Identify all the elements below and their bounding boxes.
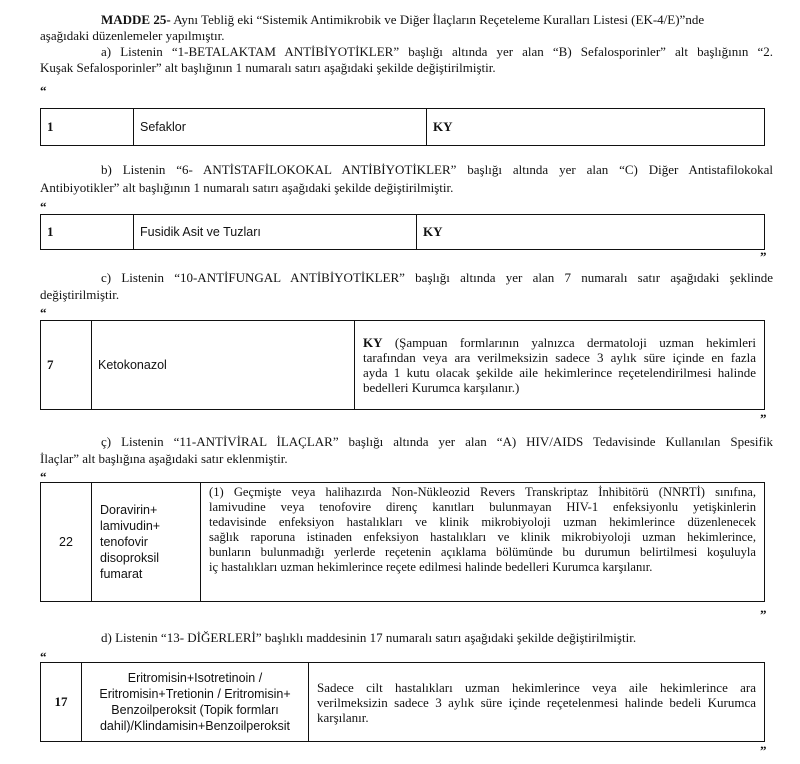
rule-line: Sadece cilt hastalıkları uzman hekimlerince veya aile hekimlerince ara <box>317 679 756 695</box>
close-quote: ” <box>760 607 767 622</box>
open-quote: “ <box>40 649 47 664</box>
rule-line: lamivudine veya tenofovire direnç kanıtları bulunmayan HIV-1 enfeksiyonlu yetişkinlerin <box>209 500 756 514</box>
row-number: 22 <box>41 483 92 602</box>
close-quote: ” <box>760 411 767 426</box>
table-c <box>40 320 765 410</box>
intro-line-1 <box>101 12 761 27</box>
para-b-line-1: b) Listenin “6- ANTİSTAFİLOKOKAL ANTİBİYOTİKLER” başlığı altında yer alan “C) Diğer Antistafilokokal <box>101 162 773 177</box>
para-d-line-1: ç) Listenin “11-ANTİVİRAL İLAÇLAR” başlığı altında yer alan “A) HIV/AIDS Tedavisinde Kullanılan Spesifik <box>101 434 773 449</box>
open-quote: “ <box>40 305 47 320</box>
drug-line: Doravirin+ <box>100 503 158 517</box>
rule-line: bunların bulunmadığı yerlerde reçetenin açıklama bölümünde bu durumun belirtilmesi koşuluyla <box>209 545 756 559</box>
para-a-line-2: Kuşak Sefalosporinler” alt başlığının 1 numaralı satırı aşağıdaki şekilde değiştirilmiştir. <box>40 60 496 75</box>
intro-line-2: aşağıdaki düzenlemeler yapılmıştır. <box>40 28 225 43</box>
rule-line: sağlık raporuna istinaden enfeksiyon hastalıkları ve klinik mikrobiyoloji uzman hekimlerince, <box>209 530 756 544</box>
table-e <box>40 662 765 742</box>
drug-name: Ketokonazol <box>92 321 355 410</box>
open-quote: “ <box>40 83 47 98</box>
rule-line: bedelleri Kurumca karşılanır.) <box>363 380 520 395</box>
drug-line: dahil)/Klindamisin+Benzoilperoksit <box>99 719 291 733</box>
table-row <box>41 109 765 146</box>
rule-line: verilmeksizin sadece 3 aylık süre içinde reçetelenmesi halinde bedeli Kurumca <box>317 694 756 710</box>
row-number: 7 <box>41 321 92 410</box>
row-number: 1 <box>41 109 134 146</box>
drug-name: Fusidik Asit ve Tuzları <box>134 215 417 250</box>
rule-text: (Şampuan formlarının yalnızca dermatoloji uzman hekimleri <box>382 335 756 350</box>
drug-name: Sefaklor <box>134 109 427 146</box>
table-row <box>41 215 765 250</box>
para-b-line-2: Antibiyotikler” alt başlığının 1 numaralı satırı aşağıdaki şekilde değiştirilmiştir. <box>40 180 454 195</box>
open-quote: “ <box>40 469 47 484</box>
rule-cell <box>355 321 765 410</box>
para-c-line-1: c) Listenin “10-ANTİFUNGAL ANTİBİYOTİKLER” başlığı altında yer alan 7 numaralı satır aşağıdaki şeklinde <box>101 270 773 285</box>
rule-cell <box>201 483 765 602</box>
drug-line: lamivudin+ <box>100 519 161 533</box>
table-row <box>41 483 765 602</box>
table-row <box>41 663 765 742</box>
rule-line: iç hastalıkları uzman hekimlerince reçete edilmesi halinde bedelleri Kurumca karşılanır. <box>209 560 653 574</box>
table-row <box>41 321 765 410</box>
drug-line: disoproksil <box>100 551 160 565</box>
madde-number: MADDE 25- <box>101 12 171 27</box>
row-number: 1 <box>41 215 134 250</box>
drug-line: Eritromisin+Isotretinoin / <box>127 671 263 685</box>
rule-cell <box>309 663 765 742</box>
open-quote: “ <box>40 199 47 214</box>
rule-line: (1) Geçmişte veya halihazırda Non-Nükleozid Revers Transkriptaz İnhibitörü (NNRTİ) sınıfına, <box>209 485 756 499</box>
para-a-line-1: a) Listenin “1-BETALAKTAM ANTİBİYOTİKLER” başlığı altında yer alan “B) Sefalosporinler” alt başlığının “2. <box>101 44 773 59</box>
para-c-line-2: değiştirilmiştir. <box>40 287 120 302</box>
rule-line: ayda 1 kutu olacak şekilde aile hekimlerince reçetelendirilmesi halinde <box>363 365 756 380</box>
drug-line: tenofovir <box>100 535 148 549</box>
drug-line: Benzoilperoksit (Topik formları <box>111 703 279 717</box>
rule-cell: KY <box>427 109 765 146</box>
table-a <box>40 108 765 146</box>
close-quote: ” <box>760 743 767 758</box>
rule-cell: KY <box>417 215 765 250</box>
drug-line: fumarat <box>100 567 143 581</box>
row-number: 17 <box>41 663 82 742</box>
close-quote: ” <box>760 249 767 264</box>
drug-line: Eritromisin+Tretionin / Eritromisin+ <box>99 687 291 701</box>
rule-line: tarafından veya ara verilmeksizin sadece 3 aylık süre içinde en fazla <box>363 350 756 365</box>
para-e-line-1: d) Listenin “13- DİĞERLERİ” başlıklı maddesinin 17 numaralı satırı aşağıdaki şekilde değiştirilmiştir. <box>101 630 637 645</box>
intro-text: Aynı Tebliğ eki “Sistemik Antimikrobik ve Diğer İlaçların Reçeteleme Kuralları Listesi (EK-4/E)”nde <box>173 12 705 27</box>
rule-line: tedavisinde enfeksiyon hastalıkları ve klinik mikrobiyoloji uzman hekimlerince düzenlenecek <box>209 515 756 529</box>
drug-name <box>92 483 201 602</box>
para-d-line-2: İlaçlar” alt başlığına aşağıdaki satır eklenmiştir. <box>40 451 288 466</box>
table-d <box>40 482 765 602</box>
rule-line: karşılanır. <box>317 709 369 725</box>
drug-name <box>82 663 309 742</box>
rule-line <box>363 335 756 350</box>
table-b <box>40 214 765 250</box>
ky-label: KY <box>363 335 383 350</box>
